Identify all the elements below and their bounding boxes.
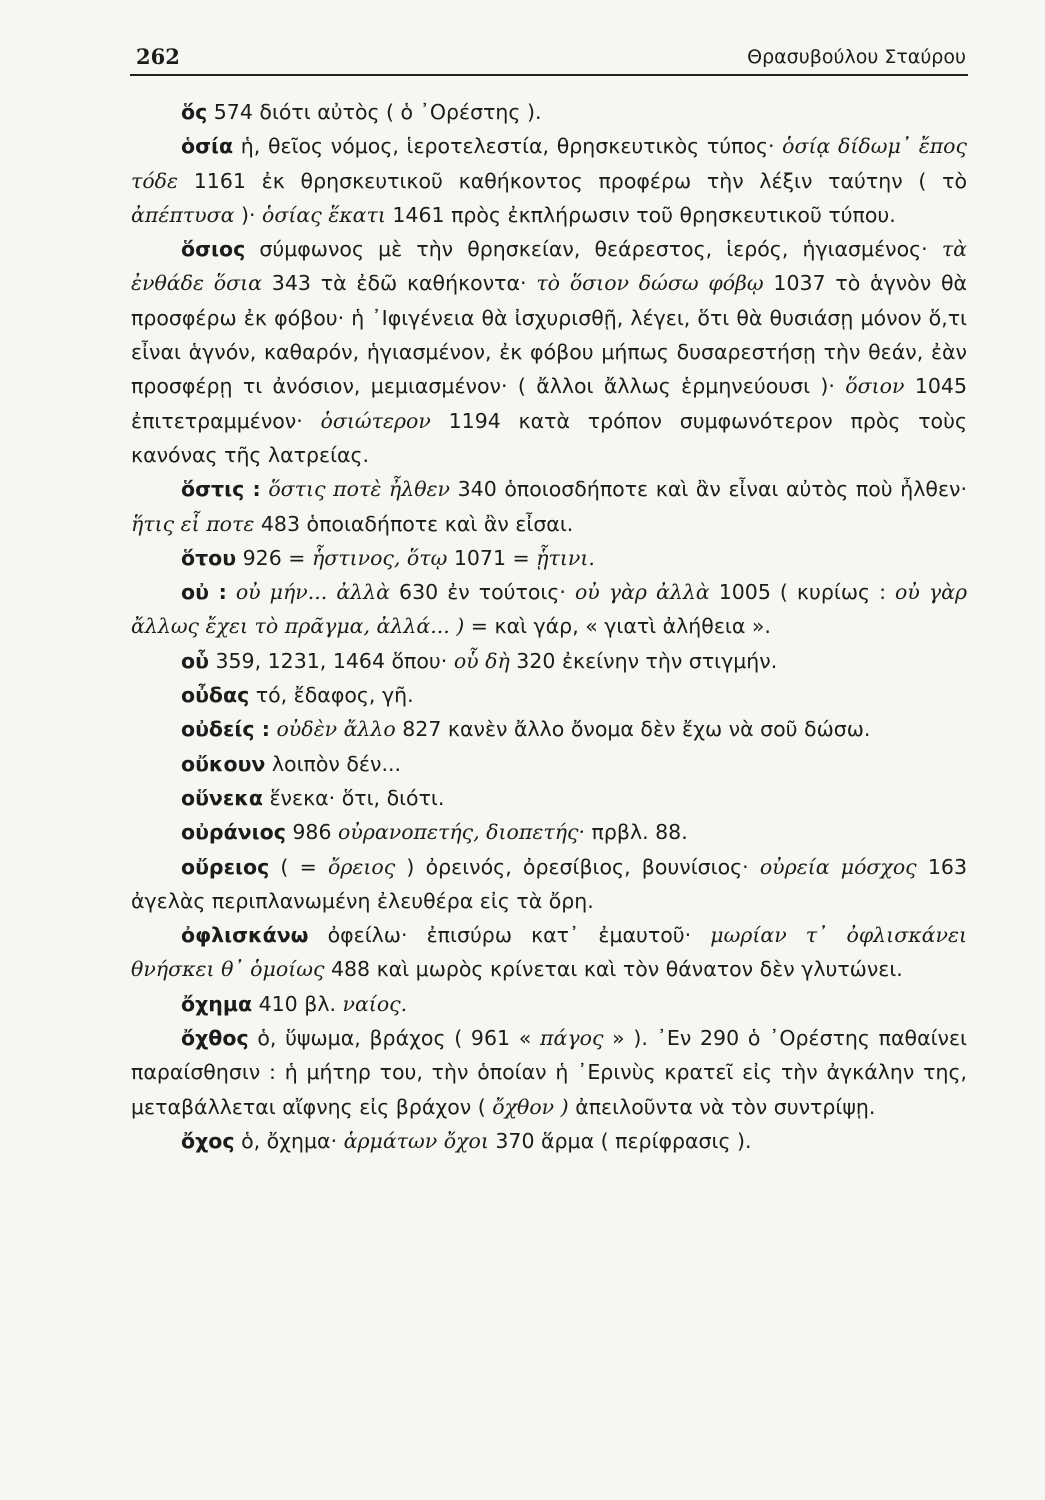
definition: ὁ, ὄχημα· bbox=[234, 1128, 344, 1153]
definition: 630 ἐν τούτοις· bbox=[390, 580, 575, 605]
dictionary-entries bbox=[131, 95, 967, 1158]
page-header bbox=[130, 40, 968, 76]
entry-houneka bbox=[131, 781, 967, 815]
headword: ὅστις : bbox=[181, 477, 261, 502]
entry-os bbox=[131, 95, 967, 129]
headword: ὁσία bbox=[181, 134, 234, 159]
headword: ὅσιος bbox=[181, 237, 246, 262]
headword: οὐ : bbox=[181, 580, 227, 605]
quotation: ἥτις εἶ ποτε bbox=[131, 511, 255, 536]
definition: 1071 = bbox=[447, 545, 537, 570]
definition: 926 = bbox=[236, 545, 312, 570]
quotation: οὗ δὴ bbox=[453, 648, 510, 673]
definition: 827 κανὲν ἄλλο ὄνομα δὲν ἔχω νὰ σοῦ δώσω. bbox=[395, 717, 871, 742]
entry-ouranios bbox=[131, 815, 967, 849]
definition: ἕνεκα· ὅτι, διότι. bbox=[262, 785, 445, 810]
entry-ostis bbox=[131, 472, 967, 541]
definition: τό, ἔδαφος, γῆ. bbox=[249, 683, 414, 708]
quotation: οὐ γὰρ ἀλλὰ bbox=[574, 580, 710, 605]
quotation: οὐ γὰρ ἄλλως ἔχει τὸ πρᾶγμα, ἀλλά... ) bbox=[131, 580, 968, 639]
definition: 359, 1231, 1464 ὅπου· bbox=[208, 648, 454, 673]
definition: ὀφείλω· ἐπισύρω κατ᾿ ἐμαυτοῦ· bbox=[308, 923, 711, 948]
definition: 1161 ἐκ θρησκευτικοῦ καθήκοντος προφέρω τὴν λέξιν ταύτην ( τὸ bbox=[178, 168, 967, 193]
definition: 1461 πρὸς ἐκπλήρωσιν τοῦ θρησκευτικοῦ τύπου. bbox=[385, 202, 896, 227]
quotation: ᾗτινι. bbox=[536, 545, 595, 570]
headword: οὖδας bbox=[181, 683, 250, 708]
entry-ochthos bbox=[131, 1021, 967, 1124]
definition: 1194 κατὰ τρόπον συμφωνότερον πρὸς τοὺς κανόνας τῆς λατρείας. bbox=[131, 408, 967, 467]
headword: οὔκουν bbox=[181, 751, 266, 776]
entry-ochos bbox=[131, 1124, 967, 1158]
definition: 1037 τὸ ἁγνὸν θὰ προσφέρω ἐκ φόβου· ἡ ᾿Ιφιγένεια θὰ ἰσχυρισθῇ, λέγει, ὅτι θὰ θυσιάσῃ μόνον ὅ,τι εἶναι ἁγνόν, καθαρόν, ἡγιασμένον, ἐκ φόβου μήπως δυσαρεστήσῃ τὴν θεάν, ἐὰν προσφέρῃ τι ἀνόσιον, μεμιασμένον· ( ἄλλοι ἄλλως ἑρμηνεύουσι )· bbox=[131, 271, 968, 399]
definition: 343 τὰ ἐδῶ καθήκοντα· bbox=[262, 271, 537, 296]
quotation: ὁσίᾳ δίδωμ᾿ ἔπος τόδε bbox=[131, 134, 967, 193]
entry-oudeis bbox=[131, 712, 967, 746]
entry-otou bbox=[131, 541, 967, 575]
definition: )· bbox=[234, 202, 262, 227]
quotation: πάγος bbox=[540, 1026, 604, 1051]
entry-oureios bbox=[131, 850, 967, 919]
definition: ὁ, ὕψωμα, βράχος ( 961 « bbox=[248, 1026, 541, 1051]
headword: οὔρειος bbox=[181, 854, 270, 879]
definition: 483 ὁποιαδήποτε καὶ ἂν εἶσαι. bbox=[254, 511, 574, 536]
definition: σύμφωνος μὲ τὴν θρησκείαν, θεάρεστος, ἱερός, ἡγιασμένος· bbox=[245, 237, 942, 262]
definition: ἀπειλοῦντα νὰ τὸν συντρίψῃ. bbox=[568, 1094, 876, 1119]
entry-ophliskano bbox=[131, 918, 967, 987]
definition: 1045 ἐπιτετραμμένον· bbox=[131, 374, 968, 433]
entry-hou bbox=[131, 644, 967, 678]
quotation: ὁσιώτερον bbox=[320, 408, 431, 433]
definition: 488 καὶ μωρὸς κρίνεται καὶ τὸν θάνατον δὲν γλυτώνει. bbox=[324, 957, 903, 982]
entry-oukoun bbox=[131, 747, 967, 781]
quotation: ἀπέπτυσα bbox=[131, 202, 235, 227]
quotation: ὄρειος bbox=[327, 854, 396, 879]
definition: 986 bbox=[285, 820, 339, 845]
definition: ( = bbox=[269, 854, 328, 879]
quotation: τὸ ὅσιον δώσω φόβῳ bbox=[536, 271, 764, 296]
headword: ὅς bbox=[181, 100, 208, 124]
headword: ὀφλισκάνω bbox=[181, 923, 309, 948]
entry-ochema bbox=[131, 987, 967, 1021]
entry-osia bbox=[131, 129, 967, 232]
quotation: ὅστις ποτὲ ἦλθεν bbox=[268, 477, 451, 502]
running-head: Θρασυβούλου Σταύρου bbox=[747, 46, 966, 68]
definition: 340 ὁποιοσδήποτε καὶ ἂν εἶναι αὐτὸς ποὺ ἦλθεν· bbox=[450, 477, 967, 502]
page-number: 262 bbox=[136, 44, 180, 69]
definition: 370 ἅρμα ( περίφρασις ). bbox=[488, 1128, 752, 1153]
quotation: μωρίαν τ᾿ ὀφλισκάνει θνήσκει θ᾿ ὁμοίως bbox=[131, 923, 967, 982]
quotation: τὰ ἐνθάδε ὅσια bbox=[131, 237, 967, 296]
headword: οὐράνιος bbox=[181, 820, 286, 845]
entry-osios bbox=[131, 232, 967, 472]
headword: οὐδείς : bbox=[181, 717, 270, 742]
definition: ἡ, θεῖος νόμος, ἱεροτελεστία, θρησκευτικὸς τύπος· bbox=[233, 134, 783, 159]
quotation: ὄχθον ) bbox=[492, 1094, 569, 1119]
definition: 320 ἐκείνην τὴν στιγμήν. bbox=[509, 648, 778, 673]
definition: » ). ᾿Εν 290 ὁ ᾿Ορέστης παθαίνει παραίσθησιν : ἡ μήτηρ του, τὴν ὁποίαν ἡ ᾿Ερινὺς κρατεῖ εἰς τὴν ἀγκάλην της, μεταβάλλεται αἴφνης εἰς βράχον ( bbox=[131, 1026, 967, 1119]
headword: ὄχθος bbox=[181, 1026, 249, 1051]
definition: = καὶ γάρ, « γιατὶ ἀλήθεια ». bbox=[464, 614, 771, 639]
headword: ὅτου bbox=[181, 545, 237, 570]
quotation: ὁσίας ἕκατι bbox=[261, 202, 386, 227]
quotation: ἁρμάτων ὄχοι bbox=[343, 1128, 489, 1153]
headword: ὄχος bbox=[181, 1128, 235, 1153]
entry-ou bbox=[131, 575, 967, 644]
definition: πρβλ. 88. bbox=[584, 820, 688, 845]
quotation: οὐ μήν... ἀλλὰ bbox=[235, 580, 391, 605]
entry-oudas bbox=[131, 678, 967, 712]
headword: ὄχημα bbox=[181, 991, 253, 1016]
definition: 410 βλ. bbox=[252, 991, 343, 1016]
quotation: οὐρανοπετής, διοπετής· bbox=[338, 820, 585, 845]
quotation: ὅσιον bbox=[845, 374, 905, 399]
definition bbox=[227, 580, 236, 604]
headword: οὕνεκα bbox=[181, 785, 263, 810]
headword: οὗ bbox=[181, 648, 209, 673]
quotation: οὐδὲν ἄλλο bbox=[276, 717, 396, 742]
definition: 574 διότι αὐτὸς ( ὁ ᾿Ορέστης ). bbox=[207, 100, 542, 124]
quotation: ναίος. bbox=[342, 991, 408, 1016]
definition: λοιπὸν δέν... bbox=[265, 751, 401, 776]
quotation: οὐρεία μόσχος bbox=[759, 854, 917, 879]
definition: ) ὀρεινός, ὀρεσίβιος, βουνίσιος· bbox=[395, 854, 760, 879]
definition: 163 ἀγελὰς περιπλανωμένη ἐλευθέρα εἰς τὰ ὄρη. bbox=[131, 854, 967, 913]
quotation: ἧστινος, ὅτῳ bbox=[311, 545, 448, 570]
definition: 1005 ( κυρίως : bbox=[709, 580, 896, 605]
